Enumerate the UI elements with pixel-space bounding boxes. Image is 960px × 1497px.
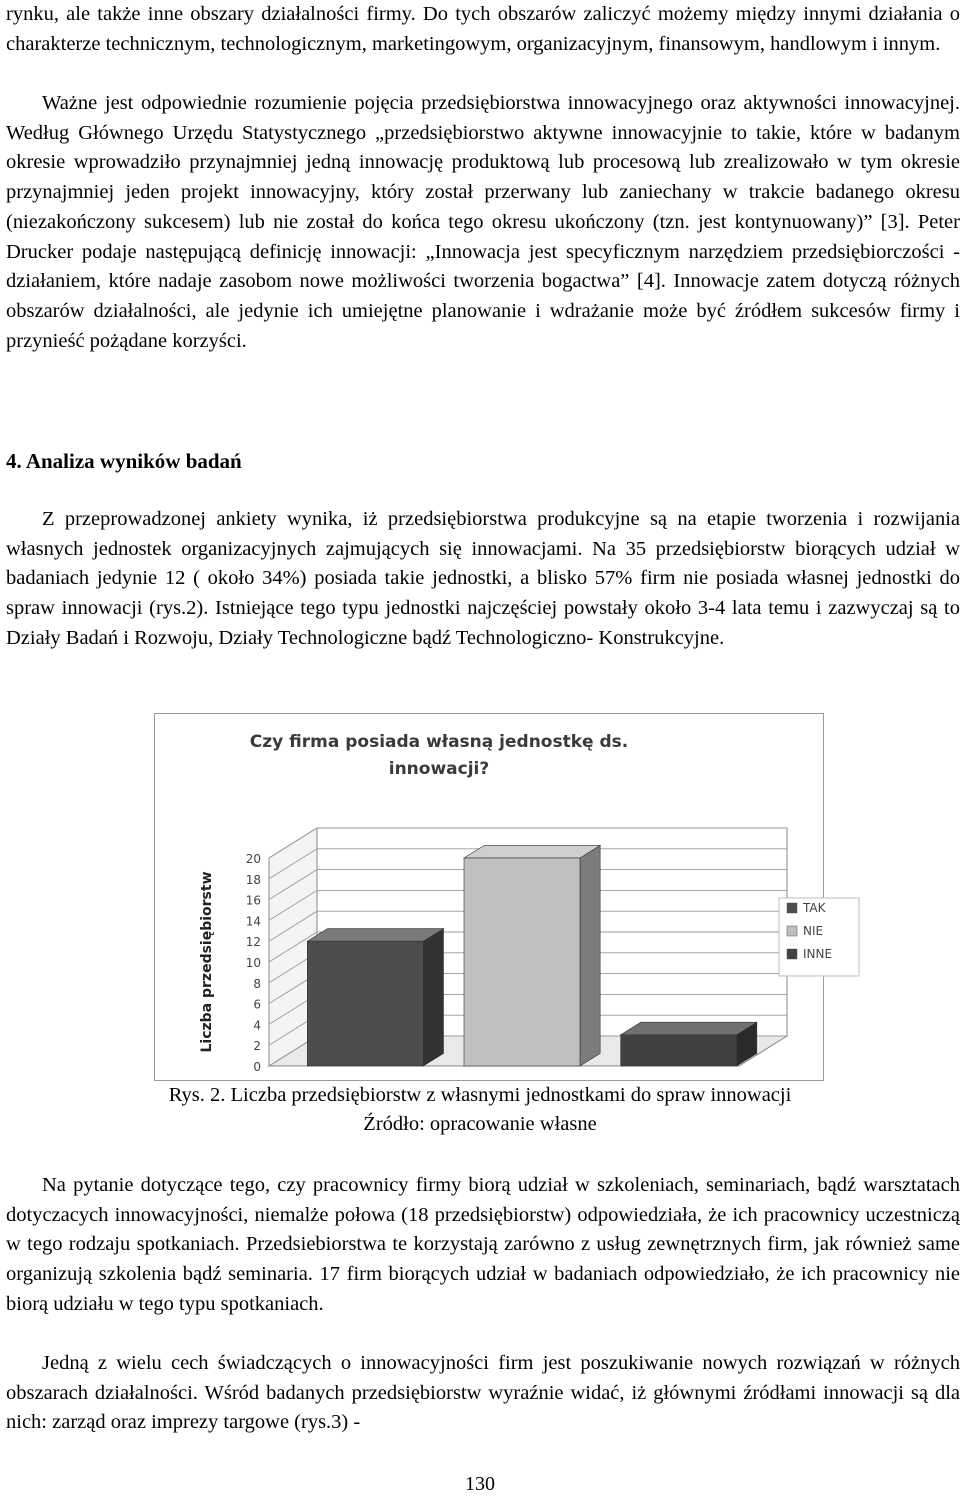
figure-source: Źródło: opracowanie własne	[363, 1113, 597, 1135]
y-tick-label: 0	[253, 1060, 261, 1074]
bar-side	[580, 845, 600, 1066]
bar-top	[464, 845, 600, 858]
y-axis-label: Liczba przedsiębiorstw	[199, 871, 215, 1053]
y-tick-label: 16	[245, 893, 261, 908]
y-tick-label: 12	[245, 935, 261, 950]
bar-front	[621, 1035, 737, 1066]
chart-title-line-1: Czy firma posiada własną jednostkę ds.	[249, 732, 629, 752]
chart-title-line-2: innowacji?	[388, 759, 490, 779]
y-tick-label: 14	[245, 914, 261, 929]
paragraph-innovation-sources: Jedną z wielu cech świadczących o innowacyjności firm jest poszukiwanie nowych rozwiązań w różnych obszarach działalności. Wśród badanych przedsiębiorstw wyraźnie widać, iż głównymi źródłami innowacji są dla nich: zarząd oraz imprezy targowe (rys.3) -	[6, 1352, 960, 1434]
figure-innovation-unit-chart	[154, 713, 833, 1081]
paragraph-continuation: rynku, ale także inne obszary działalności firmy. Do tych obszarów zaliczyć możemy między innymi działania o charakterze technicznym, technologicznym, marketingowym, organizacyjnym, finansowym, handlowym i innym.	[6, 3, 960, 55]
y-tick-label: 2	[253, 1039, 261, 1054]
bar-top	[307, 929, 443, 942]
legend-swatch	[787, 949, 797, 959]
bar-nie	[464, 845, 600, 1066]
y-tick-label: 4	[253, 1018, 261, 1033]
legend-label: INNE	[803, 947, 833, 961]
paragraph-survey-results: Z przeprowadzonej ankiety wynika, iż przedsiębiorstwa produkcyjne są na etapie tworzenia i rozwijania własnych jednostek organizacyjnych zajmujących się innowacjami. Na 35 przedsiębiorstw biorących udział w badaniach jedynie 12 ( około 34%) posiada takie jednostki, a blisko 57% firm nie posiada własnej jednostki do spraw innowacji (rys.2). Istniejące tego typu jednostki najczęściej powstały około 3-4 lata temu i zazwyczaj są to Działy Badań i Rozwoju, Działy Technologiczne bądź Technologiczno- Konstrukcyjne.	[6, 508, 960, 649]
legend-label: TAK	[803, 901, 826, 915]
y-tick-label: 18	[245, 872, 261, 887]
bar-side	[423, 929, 443, 1066]
y-tick-label: 8	[253, 976, 261, 991]
bar-front	[307, 941, 423, 1066]
bar-tak	[307, 929, 443, 1066]
figure-caption: Rys. 2. Liczba przedsiębiorstw z własnymi jednostkami do spraw innowacji	[168, 1084, 792, 1106]
legend-label: NIE	[803, 924, 824, 938]
chart-svg	[155, 714, 833, 1080]
legend-swatch	[787, 926, 797, 936]
legend-swatch	[787, 903, 797, 913]
y-tick-label: 10	[245, 956, 261, 970]
paragraph-training: Na pytanie dotyczące tego, czy pracownicy firmy biorą udział w szkoleniach, seminariach, bądź warsztatach dotyczacych innowacyjności, niemalże połowa (18 przedsiębiorstw) odpowiedziała, że ich pracownicy uczestniczą w tego rodzaju spotkaniach. Przedsiebiorstwa te korzystają zarówno z usług zewnętrznych firm, jak również same organizują szkolenia bądź seminaria. 17 firm biorących udział w badaniach odpowiedziało, że ich pracownicy nie biorą udziału w tego typu spotkaniach.	[6, 1174, 960, 1315]
legend	[779, 898, 859, 976]
y-tick-label: 20	[245, 852, 261, 866]
bar-top	[621, 1022, 757, 1035]
axis-ticks	[246, 852, 261, 1074]
page-number: 130	[465, 1473, 495, 1495]
paragraph-innovation-definition: Ważne jest odpowiednie rozumienie pojęcia przedsiębiorstwa innowacyjnego oraz aktywności innowacyjnej. Według Głównego Urzędu Statystycznego „przedsiębiorstwo aktywne innowacyjnie to takie, które w badanym okresie wprowadziło przynajmniej jedną innowację produktową lub procesową lub zrealizowało w tym okresie przynajmniej jeden projekt innowacyjny, który został przerwany lub zaniechany w trakcie badanego okresu (niezakończony sukcesem) lub nie został do końca tego okresu ukończony (tzn. jest kontynuowany)” [3]. Peter Drucker podaje następującą definicję innowacji: „Innowacja jest specyficznym narzędziem przedsiębiorczości - działaniem, które nadaje zasobom nowe możliwości tworzenia bogactwa” [4]. Innowacje zatem dotyczą różnych obszarów działalności, ale jedynie ich umiejętne planowanie i wdrażanie może być źródłem sukcesów firmy i przynieść pożądane korzyści.	[6, 92, 960, 352]
bar-inne	[621, 1022, 757, 1066]
y-tick-label: 6	[253, 997, 261, 1012]
bar-front	[464, 858, 580, 1066]
section-heading: 4. Analiza wyników badań	[6, 449, 242, 473]
